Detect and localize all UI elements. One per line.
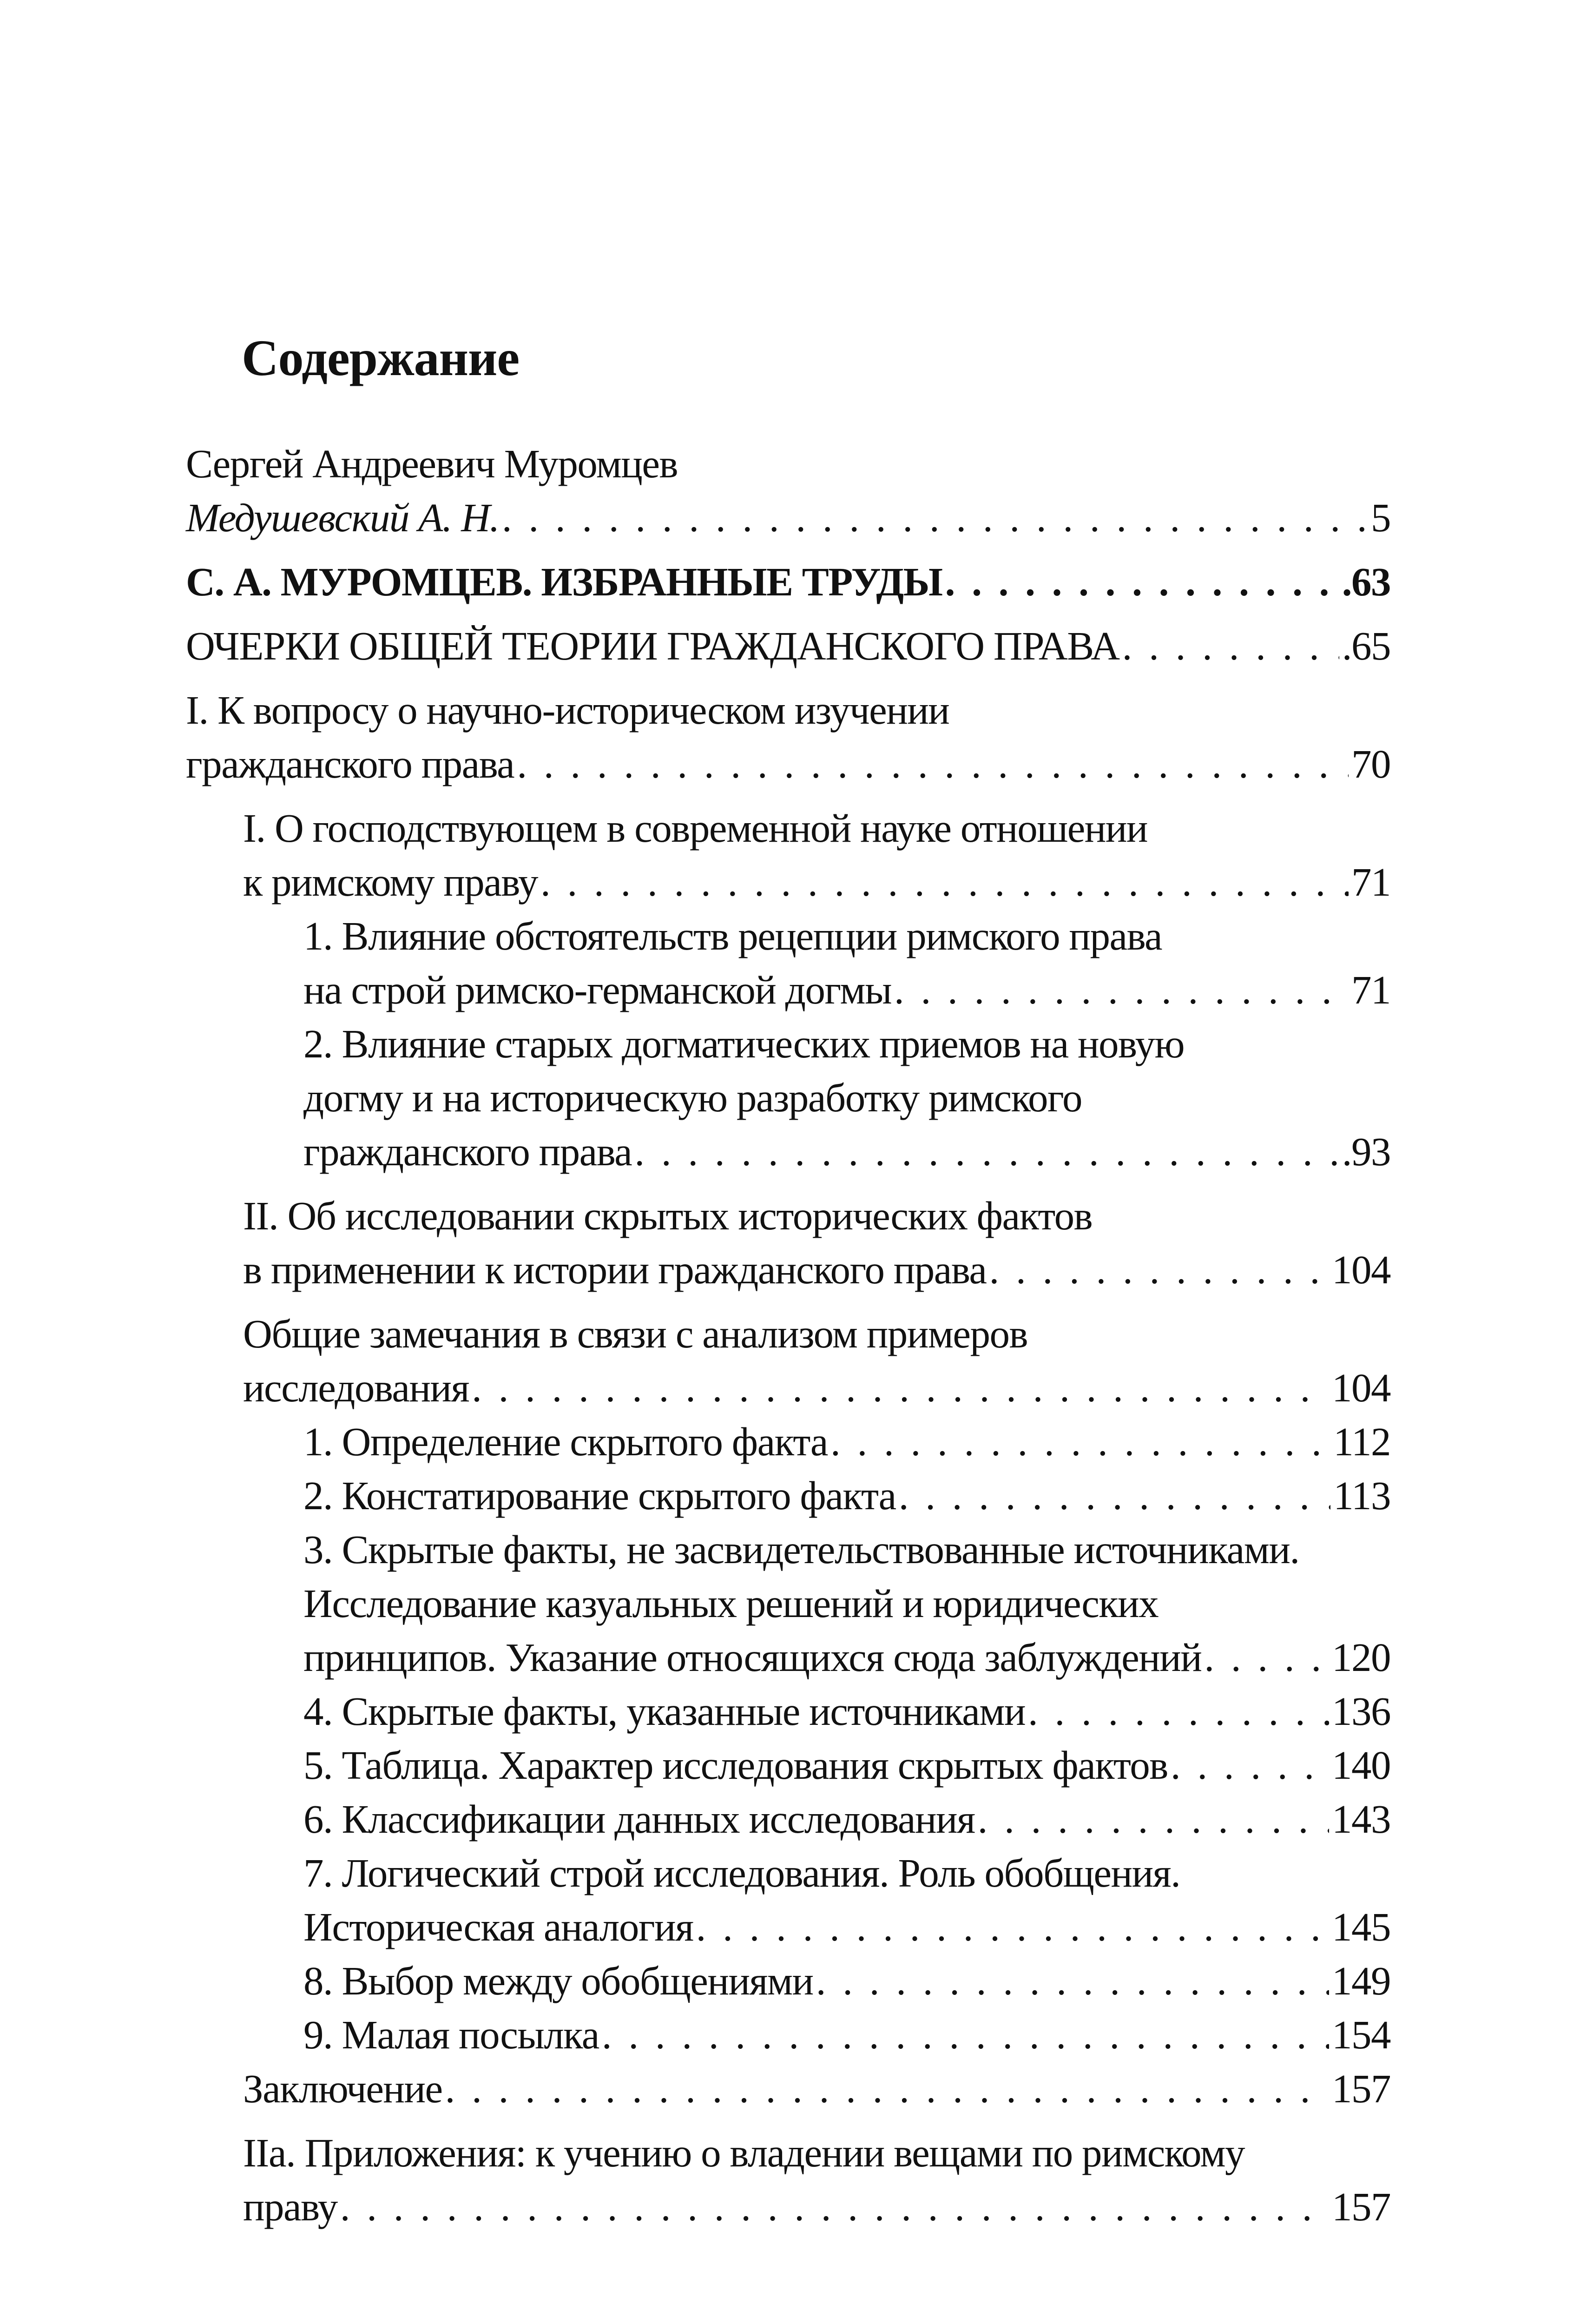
toc-entry [186, 1189, 1390, 1297]
toc-leader-line [303, 1415, 1390, 1469]
dot-leader [696, 1900, 1329, 1954]
page-number: 149 [1332, 1958, 1390, 2003]
toc-entry [186, 1469, 1390, 1523]
page-number: .65 [1342, 623, 1390, 668]
page-number: 70 [1351, 741, 1390, 786]
toc-entry-line: 2. Влияние старых догматических приемов на новую [303, 1021, 1185, 1066]
toc-entry-title: Медушевский А. Н. [186, 495, 499, 540]
dot-leader [502, 491, 1368, 545]
toc-entry-title: 5. Таблица. Характер исследования скрытых фактов [303, 1743, 1168, 1788]
table-of-contents [186, 437, 1390, 2234]
toc-entry [186, 1684, 1390, 1738]
toc-entry [186, 2008, 1390, 2062]
toc-entry [186, 1523, 1390, 1684]
toc-leader-line [186, 555, 1390, 609]
toc-entry-line: I. К вопросу о научно-историческом изучении [186, 687, 949, 733]
dot-leader [1122, 619, 1339, 673]
dot-leader [978, 1792, 1329, 1846]
toc-leader-line [303, 1954, 1390, 2008]
toc-leader-line [303, 1631, 1390, 1684]
dot-leader [989, 1243, 1329, 1297]
dot-leader [445, 2062, 1329, 2116]
toc-entry [186, 1846, 1390, 1954]
dot-leader [1204, 1631, 1329, 1684]
page-number: 145 [1332, 1904, 1390, 1949]
dot-leader [816, 1954, 1329, 2008]
page-title: Содержание [242, 330, 520, 386]
page-number: 104 [1332, 1365, 1390, 1410]
toc-entry-title: 4. Скрытые факты, указанные источниками [303, 1689, 1025, 1734]
dot-leader [894, 963, 1349, 1017]
toc-leader-line [243, 2180, 1390, 2234]
page-number: 136 [1332, 1689, 1390, 1734]
page-number: 112 [1333, 1419, 1390, 1464]
toc-entry-line: 7. Логический строй исследования. Роль обобщения. [303, 1850, 1180, 1895]
toc-entry [186, 909, 1390, 1017]
toc-entry-title: 1. Определение скрытого факта [303, 1419, 828, 1464]
dot-leader [340, 2180, 1329, 2234]
toc-leader-line [186, 619, 1390, 673]
page-number: 5 [1371, 495, 1390, 540]
toc-leader-line [186, 737, 1390, 791]
toc-entry-line: Общие замечания в связи с анализом примеров [243, 1311, 1028, 1356]
toc-entry [186, 1017, 1390, 1179]
toc-leader-line [243, 1243, 1390, 1297]
dot-leader [472, 1361, 1329, 1415]
toc-entry [186, 1792, 1390, 1846]
toc-leader-line [303, 1738, 1390, 1792]
page-number: 104 [1332, 1247, 1390, 1292]
toc-entry-title: в применении к истории гражданского права [243, 1247, 987, 1292]
toc-leader-line [303, 1469, 1390, 1523]
toc-entry-line: Исследование казуальных решений и юридических [303, 1581, 1159, 1626]
toc-leader-line [303, 1684, 1390, 1738]
toc-leader-line [243, 855, 1390, 909]
dot-leader [1028, 1684, 1329, 1738]
toc-entry-line: I. О господствующем в современной науке отношении [243, 805, 1147, 851]
page-number: 120 [1332, 1635, 1390, 1680]
dot-leader [1171, 1738, 1329, 1792]
page-number: 143 [1332, 1796, 1390, 1842]
toc-entry-line: IIа. Приложения: к учению о владении вещами по римскому [243, 2130, 1245, 2175]
toc-entry-title: Историческая аналогия [303, 1904, 693, 1949]
page-number: 113 [1333, 1473, 1390, 1518]
toc-entry-title: ОЧЕРКИ ОБЩЕЙ ТЕОРИИ ГРАЖДАНСКОГО ПРАВА [186, 623, 1119, 668]
page-number: 71 [1351, 859, 1390, 905]
toc-entry [186, 2062, 1390, 2116]
page-number: 154 [1332, 2012, 1390, 2057]
toc-entry [186, 2126, 1390, 2234]
toc-leader-line [303, 1792, 1390, 1846]
toc-leader-line [303, 1900, 1390, 1954]
dot-leader [899, 1469, 1331, 1523]
toc-leader-line [303, 963, 1390, 1017]
page-number: 157 [1332, 2184, 1390, 2229]
toc-entry [186, 1307, 1390, 1415]
toc-entry [186, 1738, 1390, 1792]
toc-leader-line [243, 1361, 1390, 1415]
toc-entry-title: 9. Малая посылка [303, 2012, 599, 2057]
toc-entry-title: принципов. Указание относящихся сюда заблуждений [303, 1635, 1202, 1680]
toc-entry [186, 1954, 1390, 2008]
toc-entry-title: исследования [243, 1365, 469, 1410]
toc-entry-line: 1. Влияние обстоятельств рецепции римского права [303, 913, 1162, 958]
dot-leader [830, 1415, 1330, 1469]
toc-entry-title: гражданского права [303, 1129, 632, 1174]
dot-leader [540, 855, 1349, 909]
toc-entry-title: С. А. МУРОМЦЕВ. ИЗБРАННЫЕ ТРУДЫ [186, 559, 942, 604]
toc-entry-title: на строй римско-германской догмы [303, 967, 892, 1012]
toc-entry-line: догму и на историческую разработку римского [303, 1075, 1082, 1120]
dot-leader [945, 555, 1339, 609]
toc-entry-title: 6. Классификации данных исследования [303, 1796, 975, 1842]
toc-leader-line [243, 2062, 1390, 2116]
toc-entry-title: 8. Выбор между обобщениями [303, 1958, 813, 2003]
toc-leader-line [303, 2008, 1390, 2062]
page-number: .93 [1342, 1129, 1390, 1174]
toc-entry-line: II. Об исследовании скрытых исторических фактов [243, 1193, 1093, 1238]
toc-entry-line: Сергей Андреевич Муромцев [186, 441, 678, 486]
toc-entry [186, 683, 1390, 791]
dot-leader [602, 2008, 1329, 2062]
toc-entry [186, 437, 1390, 545]
toc-entry [186, 619, 1390, 673]
page-number: 157 [1332, 2066, 1390, 2111]
toc-entry [186, 555, 1390, 609]
page-number: .63 [1342, 559, 1390, 604]
toc-leader-line [186, 491, 1390, 545]
toc-entry-title: Заключение [243, 2066, 442, 2111]
page-number: 71 [1351, 967, 1390, 1012]
toc-entry-title: к римскому праву [243, 859, 538, 905]
toc-entry [186, 801, 1390, 909]
toc-entry-title: 2. Констатирование скрытого факта [303, 1473, 896, 1518]
toc-leader-line [303, 1125, 1390, 1179]
dot-leader [517, 737, 1349, 791]
toc-entry-title: праву [243, 2184, 337, 2229]
dot-leader [634, 1125, 1339, 1179]
toc-entry-line: 3. Скрытые факты, не засвидетельствованные источниками. [303, 1527, 1299, 1572]
toc-entry-title: гражданского права [186, 741, 514, 786]
toc-entry [186, 1415, 1390, 1469]
page-number: 140 [1332, 1743, 1390, 1788]
